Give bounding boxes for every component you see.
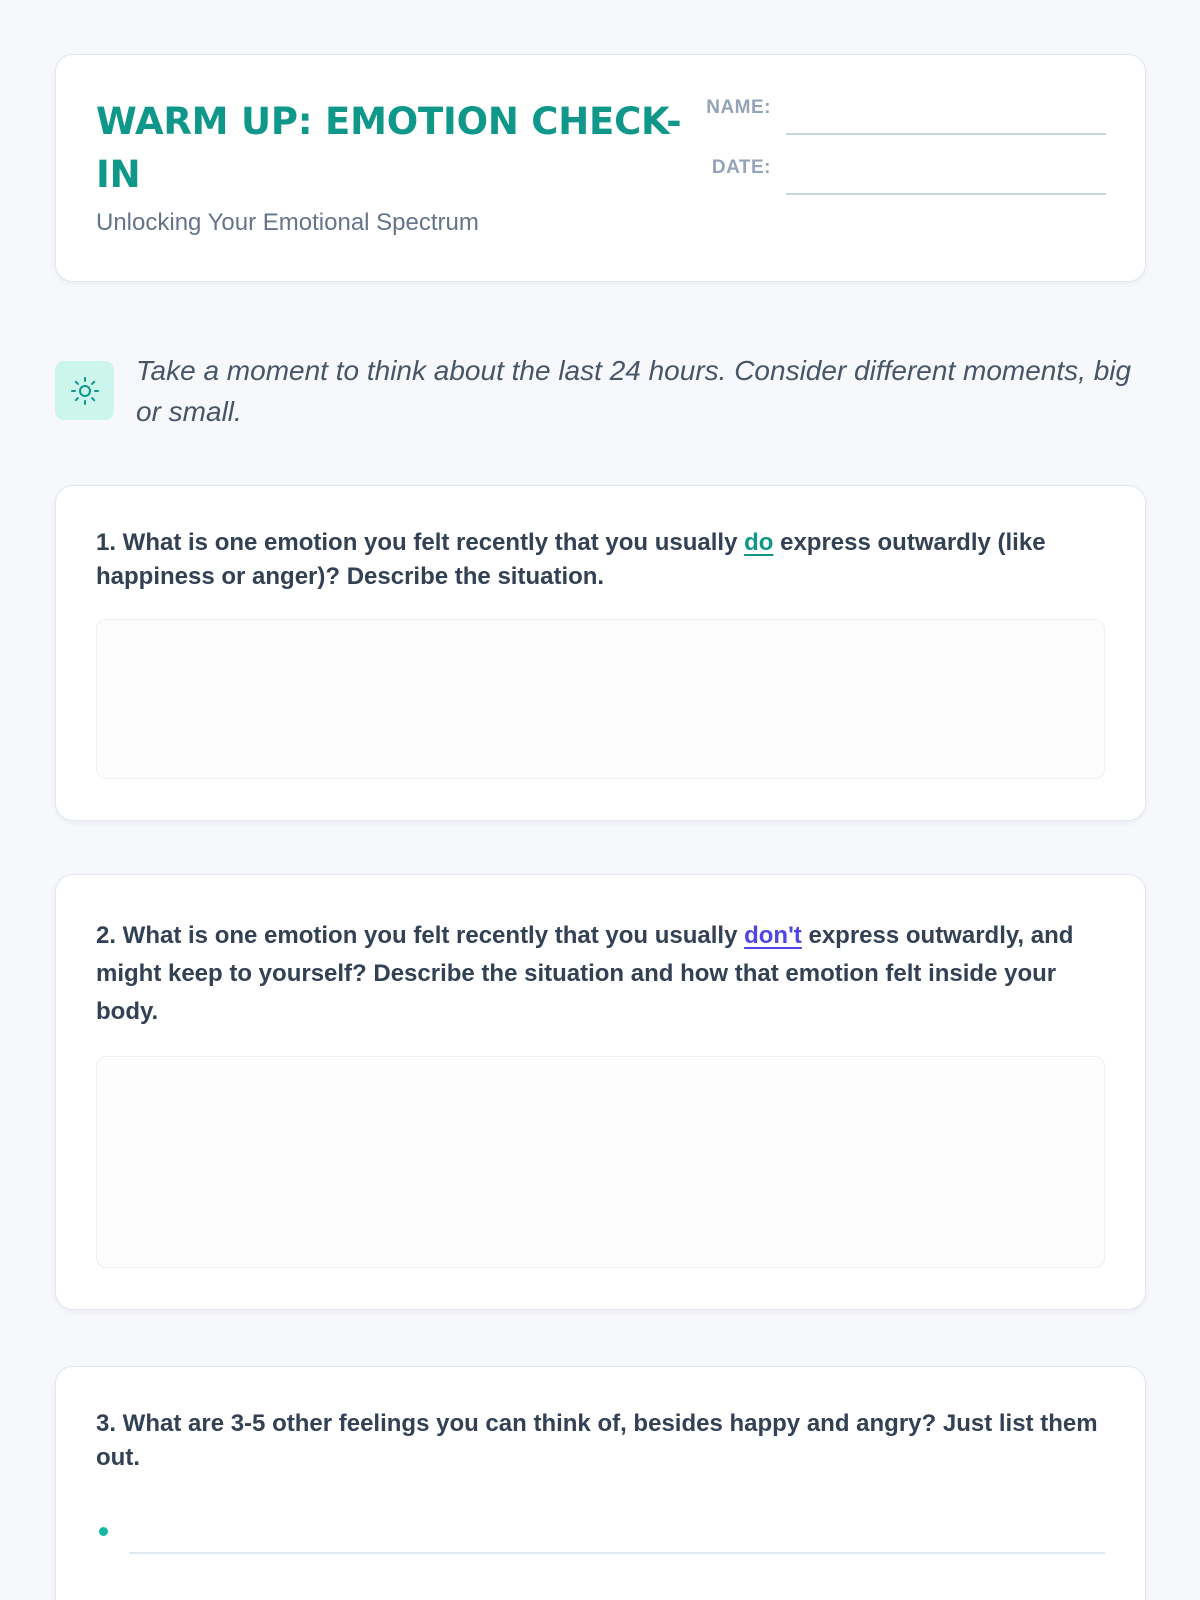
question-1-before: 1. What is one emotion you felt recently that you usually — [96, 529, 745, 556]
answer-box-1[interactable] — [96, 619, 1105, 779]
question-2-keyword: don't — [744, 922, 802, 949]
name-input[interactable] — [786, 133, 1106, 135]
date-field-row — [686, 157, 1106, 197]
question-1-text — [96, 526, 1105, 594]
question-1-keyword: do — [744, 529, 774, 556]
answer-box-2[interactable] — [96, 1056, 1105, 1268]
date-label: DATE: — [711, 157, 771, 178]
sun-icon — [55, 361, 114, 420]
question-card-3 — [55, 1366, 1146, 1600]
question-2-text — [96, 917, 1105, 1031]
page-subtitle: Unlocking Your Emotional Spectrum — [96, 209, 479, 236]
question-2-after: express outwardly, and might keep to yourself? Describe the situation and how that emotion felt inside your body. — [96, 922, 1074, 1025]
bullet-icon — [99, 1527, 108, 1536]
question-1-after: express outwardly (like happiness or anger)? Describe the situation. — [96, 529, 1046, 590]
page-title: WARM UP: EMOTION CHECK-IN — [96, 100, 682, 196]
date-input[interactable] — [786, 193, 1106, 195]
feeling-list-input-1[interactable] — [129, 1552, 1105, 1554]
name-field-row — [686, 97, 1106, 137]
question-card-2 — [55, 874, 1146, 1310]
question-3-text: 3. What are 3-5 other feelings you can think of, besides happy and angry? Just list them out. — [96, 1410, 1098, 1471]
question-card-1 — [55, 485, 1146, 821]
question-2-before: 2. What is one emotion you felt recently that you usually — [96, 922, 745, 949]
intro-text: Take a moment to think about the last 24 hours. Consider different moments, big or small. — [136, 355, 1132, 427]
name-label: NAME: — [706, 97, 771, 118]
header-card — [55, 54, 1146, 282]
